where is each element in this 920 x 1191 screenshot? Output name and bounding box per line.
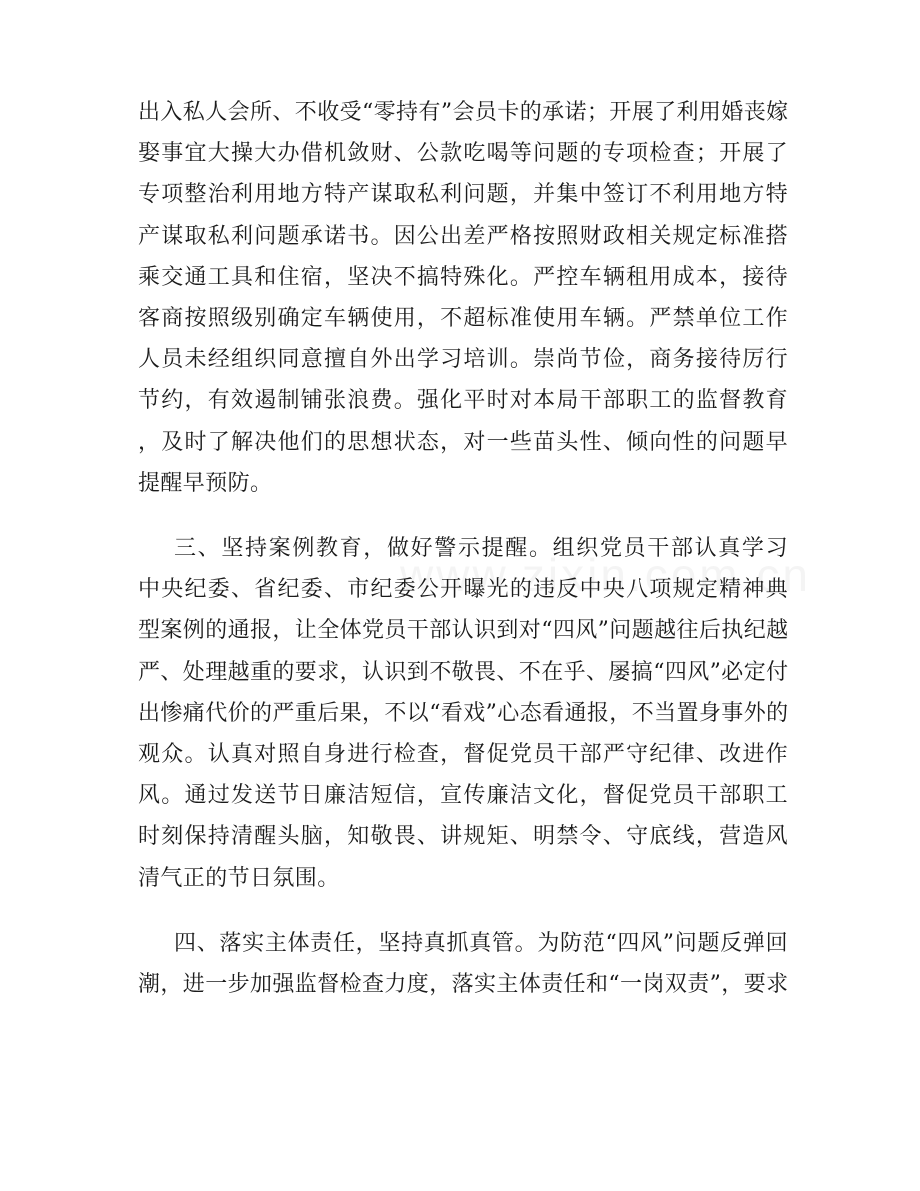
text-line: 严、处理越重的要求，认识到不敬畏、不在乎、屡搞“四风”必定付 <box>138 659 788 685</box>
text-line: 产谋取私利问题承诺书。因公出差严格按照财政相关规定标准搭 <box>138 223 788 249</box>
text-line: 客商按照级别确定车辆使用，不超标准使用车辆。严禁单位工作 <box>138 306 788 332</box>
text-line: 专项整治利用地方特产谋取私利问题，并集中签订不利用地方特 <box>138 182 788 208</box>
text-line: ，及时了解决他们的思想状态，对一些苗头性、倾向性的问题早 <box>138 429 788 455</box>
text-line: 乘交通工具和住宿，坚决不搞特殊化。严控车辆租用成本，接待 <box>138 264 788 290</box>
text-line: 提醒早预防。 <box>138 470 273 496</box>
text-line: 出惨痛代价的严重后果，不以“看戏”心态看通报，不当置身事外的 <box>138 700 788 726</box>
text-line: 观众。认真对照自身进行检查，督促党员干部严守纪律、改进作 <box>138 742 788 768</box>
paragraph-3 <box>138 923 788 1005</box>
text-line: 四、落实主体责任，坚持真抓真管。为防范“四风”问题反弹回 <box>174 930 788 956</box>
text-line: 三、坚持案例教育，做好警示提醒。组织党员干部认真学习 <box>174 536 788 562</box>
text-line: 潮，进一步加强监督检查力度，落实主体责任和“一岗双责”，要求 <box>138 972 788 998</box>
document-body <box>138 92 788 1029</box>
text-line: 出入私人会所、不收受“零持有”会员卡的承诺；开展了利用婚丧嫁 <box>138 100 788 125</box>
text-line: 节约，有效遏制铺张浪费。强化平时对本局干部职工的监督教育 <box>138 388 788 414</box>
text-line: 中央纪委、省纪委、市纪委公开曝光的违反中央八项规定精神典 <box>138 577 788 603</box>
text-line: 娶事宜大操大办借机敛财、公款吃喝等问题的专项检查；开展了 <box>138 141 788 167</box>
paragraph-1 <box>138 92 788 504</box>
text-line: 人员未经组织同意擅自外出学习培训。崇尚节俭，商务接待厉行 <box>138 347 788 373</box>
text-line: 清气正的节日氛围。 <box>138 865 340 891</box>
text-line: 风。通过发送节日廉洁短信，宣传廉洁文化，督促党员干部职工 <box>138 783 788 809</box>
paragraph-2 <box>138 528 788 899</box>
text-line: 时刻保持清醒头脑，知敬畏、讲规矩、明禁令、守底线，营造风 <box>138 824 788 850</box>
text-line: 型案例的通报，让全体党员干部认识到对“四风”问题越往后执纪越 <box>138 618 788 644</box>
